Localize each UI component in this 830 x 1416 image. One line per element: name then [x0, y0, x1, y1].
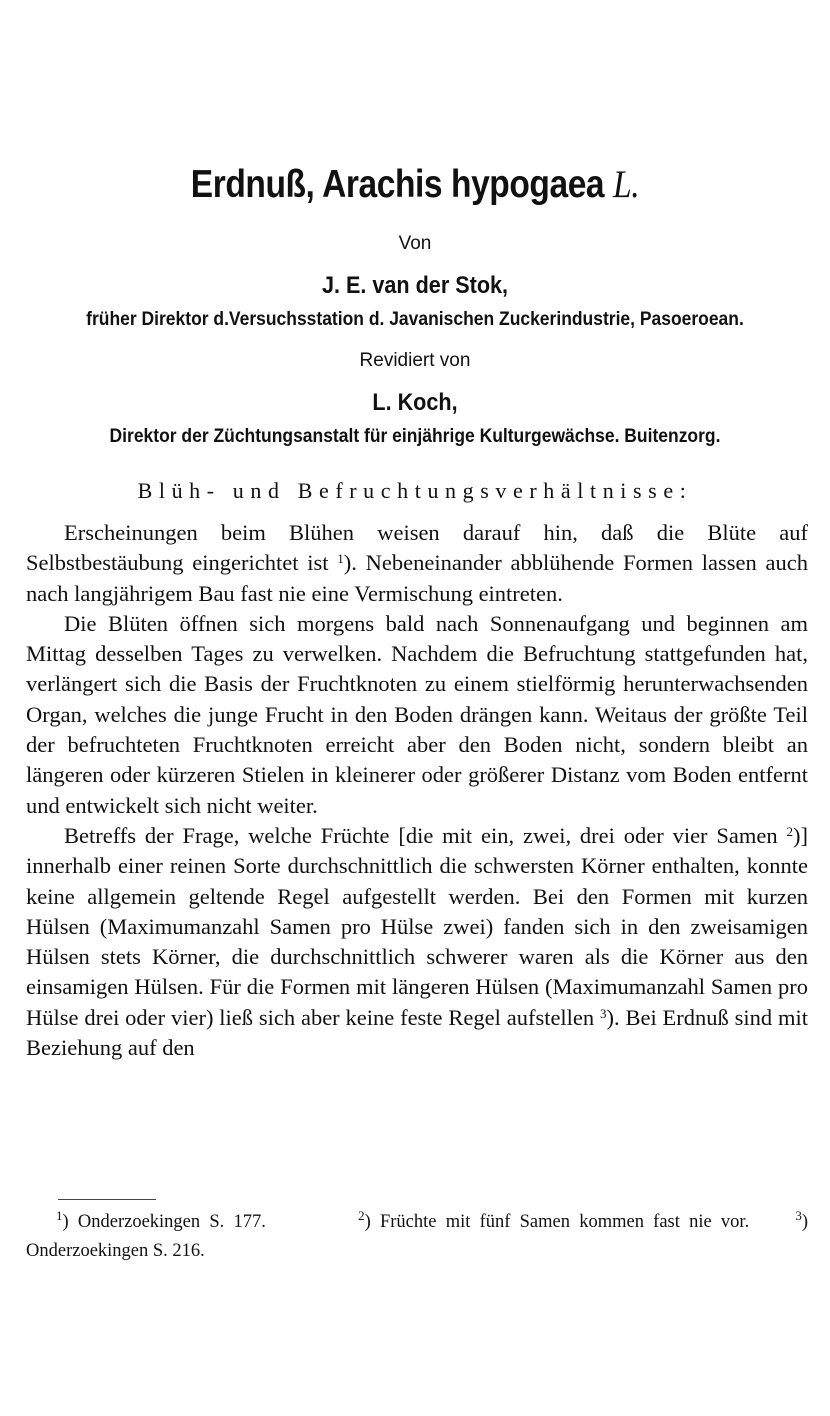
- footnote-divider: [58, 1199, 156, 1200]
- section-heading: Blüh- und Befruchtungsverhältnisse:: [137, 478, 693, 503]
- p1-text-b: ). Nebeneinander abblühende Formen lassen auch nach langjährigem Bau fast nie eine Vermischung eintreten.: [26, 550, 808, 606]
- title-main: Erdnuß, Arachis hypogaea: [190, 163, 605, 206]
- reviser-affiliation: Direktor der Züchtungsanstalt für einjährige Kulturgewächse. Buitenzorg.: [109, 426, 721, 447]
- author-name: J. E. van der Stok,: [321, 272, 509, 299]
- revised-label: Revidiert von: [359, 350, 471, 371]
- p3-text-b: )] innerhalb einer reinen Sorte durchschnittlich die schwersten Körner enthalten, konnte keine allgemein geltende Regel aufgestellt werden. Bei den Formen mit kurzen Hülsen (Maximumanzahl Samen pro Hülse zwei) fanden sich in den zweisamigen Hülsen stets Körner, die durchschnittlich schwerer waren als die Körner aus den einsamigen Hülsen. Für die Formen mit längeren Hülsen (Maximumanzahl Samen pro Hülse drei oder vier) ließ sich aber keine feste Regel aufstellen: [26, 822, 808, 1030]
- reviser-name: L. Koch,: [372, 389, 458, 416]
- body-text: [26, 518, 808, 1063]
- von-label: Von: [398, 233, 432, 254]
- p3-text-a: Betreffs der Frage, welche Früchte [die mit ein, zwei, drei oder vier Samen: [64, 822, 787, 848]
- paragraph-3: [26, 821, 808, 1063]
- footnote-1-mark: 1: [56, 1208, 63, 1223]
- footnote-3: ) Onderzoekingen S. 216.: [26, 1212, 808, 1261]
- footnote-2: ) Früchte mit fünf Samen kommen fast nie vor.: [364, 1212, 750, 1232]
- footnote-ref-1: 1: [337, 551, 344, 567]
- footnotes: [26, 1208, 808, 1266]
- article-title: [58, 162, 772, 207]
- footnote-1: ) Onderzoekingen S. 177.: [62, 1212, 266, 1232]
- footnote-ref-3: 3: [600, 1005, 607, 1021]
- p1-text-a: Erscheinungen beim Blühen weisen darauf hin, daß die Blüte auf Selbstbestäubung eingerichtet ist: [26, 520, 808, 576]
- p3-text-c: ). Bei Erdnuß sind mit Beziehung auf den: [26, 1004, 808, 1061]
- title-author-abbrev: L.: [613, 163, 640, 206]
- paragraph-1: [26, 518, 808, 609]
- footnote-2-mark: 2: [358, 1208, 365, 1223]
- footnote-3-mark: 3: [795, 1208, 802, 1223]
- paragraph-2: Die Blüten öffnen sich morgens bald nach Sonnenaufgang und beginnen am Mittag desselben Tages zu verwelken. Nachdem die Befruchtung stattgefunden hat, verlängert sich die Basis der Fruchtknoten zu einem stielförmig herunterwachsenden Organ, welches die junge Frucht in den Boden drängen kann. Weitaus der größte Teil der befruchteten Fruchtknoten erreicht aber den Boden nicht, sondern bleibt an längeren oder kürzeren Stielen in kleinerer oder größerer Distanz vom Boden entfernt und entwickelt sich nicht weiter.: [26, 610, 808, 818]
- author-affiliation: früher Direktor d.Versuchsstation d. Javanischen Zuckerindustrie, Pasoeroean.: [86, 309, 744, 330]
- footnote-line: [26, 1208, 808, 1266]
- footnote-ref-2: 2: [786, 823, 793, 839]
